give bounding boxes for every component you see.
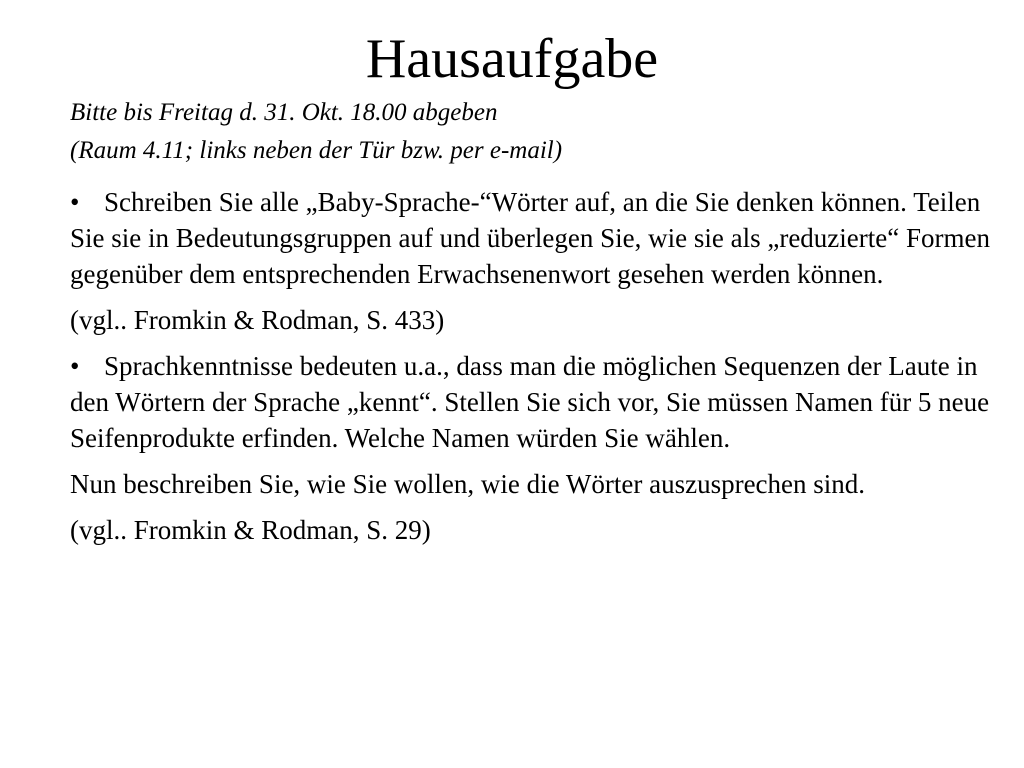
slide-content bbox=[70, 94, 990, 548]
task-1-text: Schreiben Sie alle „Baby-Sprache-“Wörter auf, an die Sie denken können. Teilen Sie sie in Bedeutungsgruppen auf und überlegen Sie, wie sie als „reduzierte“ Formen gegenüber dem entsprechenden Erwachsenenwort gesehen werden können. bbox=[70, 187, 990, 289]
task-2-text: Sprachkenntnisse bedeuten u.a., dass man die möglichen Sequenzen der Laute in den Wörtern der Sprache „kennt“. Stellen Sie sich vor, Sie müssen Namen für 5 neue Seifenprodukte erfinden. Welche Namen würden Sie wählen. bbox=[70, 351, 990, 453]
task-1-paragraph bbox=[70, 184, 990, 292]
bullet-marker: • bbox=[70, 351, 80, 381]
task-2-paragraph bbox=[70, 348, 990, 456]
task-1-reference: (vgl.. Fromkin & Rodman, S. 433) bbox=[70, 305, 445, 335]
submission-location-line: (Raum 4.11; links neben der Tür bzw. per e-mail) bbox=[70, 137, 563, 164]
deadline-line: Bitte bis Freitag d. 31. Okt. 18.00 abgeben bbox=[70, 99, 498, 126]
task-2-followup: Nun beschreiben Sie, wie Sie wollen, wie die Wörter auszusprechen sind. bbox=[70, 469, 866, 499]
slide-title: Hausaufgabe bbox=[365, 28, 659, 90]
task-2-reference: (vgl.. Fromkin & Rodman, S. 29) bbox=[70, 515, 431, 545]
bullet-marker: • bbox=[70, 187, 80, 217]
